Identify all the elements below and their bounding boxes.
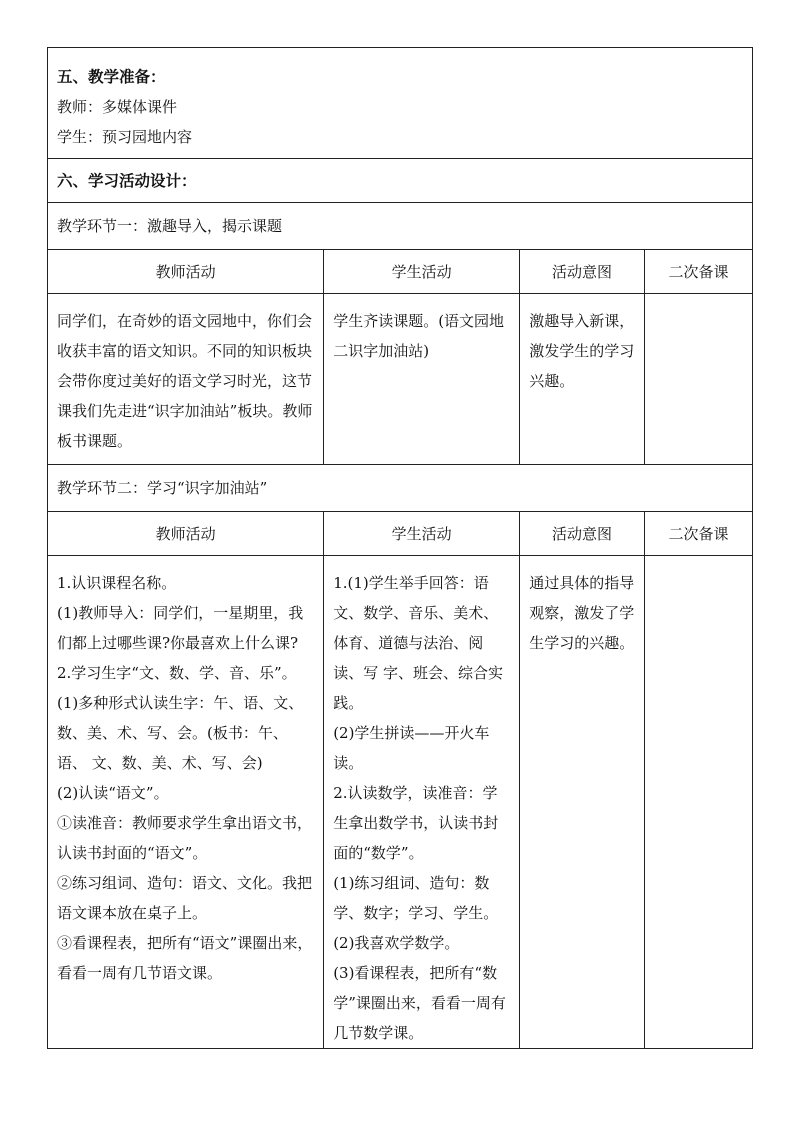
segment2-student-line: (2)学生拼读——开火车读。 <box>333 724 490 772</box>
segment1-title: 教学环节一：激趣导入，揭示课题 <box>57 217 283 235</box>
segment2-title: 教学环节二：学习“识字加油站” <box>57 479 268 497</box>
lesson-plan-table <box>47 47 753 1049</box>
segment2-student-line: (1)练习组词、造句：数学、数字；学习、学生。 <box>333 874 499 922</box>
segment2-teacher-line: 1.认识课程名称。 <box>57 574 177 592</box>
segment2-teacher-line: (1)多种形式认读生字：午、语、文、数、美、术、写、会。(板书：午、语、 文、数、美、术、写、会) <box>57 694 304 772</box>
segment1-student-activity: 学生齐读课题。(语文园地二识字加油站) <box>333 312 505 360</box>
segment2-teacher-line: ③看课程表，把所有“语文”课圈出来，看看一周有几节语文课。 <box>57 934 313 982</box>
segment2-student-line: (3)看课程表，把所有“数学”课圈出来，看看一周有几节数学课。 <box>333 964 506 1042</box>
segment1-teacher-activity: 同学们，在奇妙的语文园地中，你们会收获丰富的语文知识。不同的知识板块会带你度过美好的语文学习时光，这节课我们先走进“识字加油站”板块。教师板书课题。 <box>57 312 313 450</box>
segment2-teacher-line: 2.学习生字“文、数、学、音、乐”。 <box>57 664 297 682</box>
segment2-header-row <box>48 512 753 556</box>
prep-section <box>48 48 753 159</box>
segment1-body-row <box>48 294 753 465</box>
segment2-body-row <box>48 556 753 1049</box>
segment1-header-row <box>48 250 753 294</box>
segment2-teacher-line: ①读准音：教师要求学生拿出语文书，认读书封面的“语文”。 <box>57 814 313 862</box>
col-header-teacher: 教师活动 <box>48 512 324 556</box>
prep-teacher: 教师：多媒体课件 <box>57 98 178 116</box>
design-title: 六、学习活动设计： <box>57 170 197 190</box>
segment1-title-row <box>48 203 753 250</box>
segment2-teacher-line: ②练习组词、造句：语文、文化。我把语文课本放在桌子上。 <box>57 874 313 922</box>
col-header-teacher: 教师活动 <box>48 250 324 294</box>
segment2-student-line: 2.认读数学，读准音：学生拿出数学书，认读书封面的“数学”。 <box>333 784 499 862</box>
col-header-second: 二次备课 <box>644 512 752 556</box>
col-header-student: 学生活动 <box>324 250 520 294</box>
prep-student: 学生：预习园地内容 <box>57 128 193 146</box>
col-header-student: 学生活动 <box>324 512 520 556</box>
col-header-second: 二次备课 <box>644 250 752 294</box>
segment2-intent: 通过具体的指导观察，激发了学生学习的兴趣。 <box>529 574 635 652</box>
segment2-teacher-line: (1)教师导入：同学们，一星期里，我们都上过哪些课?你最喜欢上什么课? <box>57 604 304 652</box>
prep-title: 五、教学准备： <box>57 67 166 86</box>
segment1-intent: 激趣导入新课，激发学生的学习兴趣。 <box>529 312 635 390</box>
segment2-student-line: 1.(1)学生举手回答：语文、数学、音乐、美术、体育、道德与法治、阅读、写 字、班会、综合实践。 <box>333 574 503 712</box>
design-section <box>48 159 753 203</box>
col-header-intent: 活动意图 <box>520 250 645 294</box>
segment2-title-row <box>48 465 753 512</box>
segment2-teacher-line: (2)认读“语文”。 <box>57 784 169 802</box>
col-header-intent: 活动意图 <box>520 512 645 556</box>
segment2-student-line: (2)我喜欢学数学。 <box>333 934 460 952</box>
